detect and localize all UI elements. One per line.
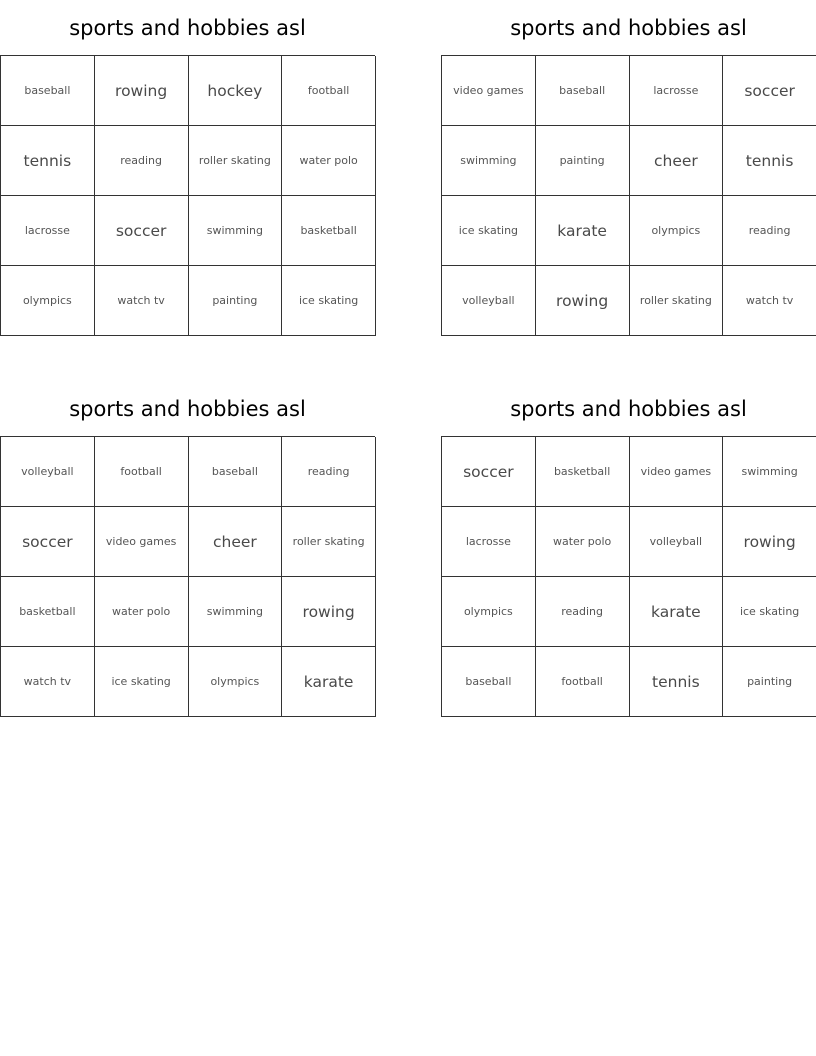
bingo-cell: karate [282,647,376,717]
card-title: sports and hobbies asl [510,16,747,40]
bingo-cell: video games [442,56,536,126]
bingo-grid [441,436,816,717]
bingo-cell: swimming [723,437,816,507]
bingo-cell: water polo [95,577,189,647]
bingo-cell: football [95,437,189,507]
bingo-cell: video games [95,507,189,577]
bingo-cell: olympics [442,577,536,647]
bingo-grid [441,55,816,336]
bingo-cell: volleyball [1,437,95,507]
bingo-cell: watch tv [95,266,189,336]
bingo-cell: football [536,647,630,717]
bingo-cell: lacrosse [630,56,724,126]
bingo-cell: baseball [442,647,536,717]
bingo-cell: roller skating [189,126,283,196]
bingo-cell: water polo [536,507,630,577]
bingo-grid [0,55,375,336]
bingo-cell: baseball [189,437,283,507]
bingo-cell: painting [536,126,630,196]
bingo-cell: ice skating [95,647,189,717]
bingo-cell: swimming [189,196,283,266]
bingo-cell: painting [723,647,816,717]
bingo-cell: volleyball [442,266,536,336]
bingo-cell: soccer [723,56,816,126]
bingo-cell: roller skating [630,266,724,336]
bingo-cell: basketball [536,437,630,507]
bingo-cell: ice skating [282,266,376,336]
bingo-cell: painting [189,266,283,336]
bingo-cell: cheer [630,126,724,196]
bingo-grid [0,436,375,717]
bingo-cell: baseball [536,56,630,126]
bingo-cell: lacrosse [442,507,536,577]
bingo-cell: tennis [630,647,724,717]
bingo-cell: baseball [1,56,95,126]
card-title: sports and hobbies asl [69,16,306,40]
card-title: sports and hobbies asl [69,397,306,421]
bingo-cell: cheer [189,507,283,577]
bingo-cell: soccer [1,507,95,577]
bingo-cell: basketball [1,577,95,647]
bingo-cell: soccer [95,196,189,266]
bingo-cell: rowing [95,56,189,126]
bingo-cell: water polo [282,126,376,196]
bingo-cell: olympics [1,266,95,336]
bingo-cell: olympics [189,647,283,717]
bingo-cell: reading [723,196,816,266]
bingo-cell: rowing [282,577,376,647]
bingo-cell: swimming [442,126,536,196]
card-title: sports and hobbies asl [510,397,747,421]
bingo-cell: lacrosse [1,196,95,266]
bingo-cell: video games [630,437,724,507]
bingo-card [0,12,375,336]
bingo-cell: reading [95,126,189,196]
bingo-cell: rowing [536,266,630,336]
bingo-cell: rowing [723,507,816,577]
bingo-cell: roller skating [282,507,376,577]
bingo-cell: football [282,56,376,126]
bingo-cell: ice skating [442,196,536,266]
bingo-card [0,393,375,717]
bingo-cell: karate [630,577,724,647]
bingo-cell: tennis [1,126,95,196]
bingo-cell: reading [536,577,630,647]
bingo-cell: swimming [189,577,283,647]
bingo-cell: volleyball [630,507,724,577]
bingo-cell: olympics [630,196,724,266]
bingo-cell: watch tv [1,647,95,717]
bingo-cell: ice skating [723,577,816,647]
bingo-card [441,393,816,717]
bingo-cell: tennis [723,126,816,196]
bingo-cell: watch tv [723,266,816,336]
bingo-cell: reading [282,437,376,507]
bingo-card [441,12,816,336]
bingo-cell: soccer [442,437,536,507]
bingo-cell: karate [536,196,630,266]
bingo-cell: hockey [189,56,283,126]
bingo-cell: basketball [282,196,376,266]
